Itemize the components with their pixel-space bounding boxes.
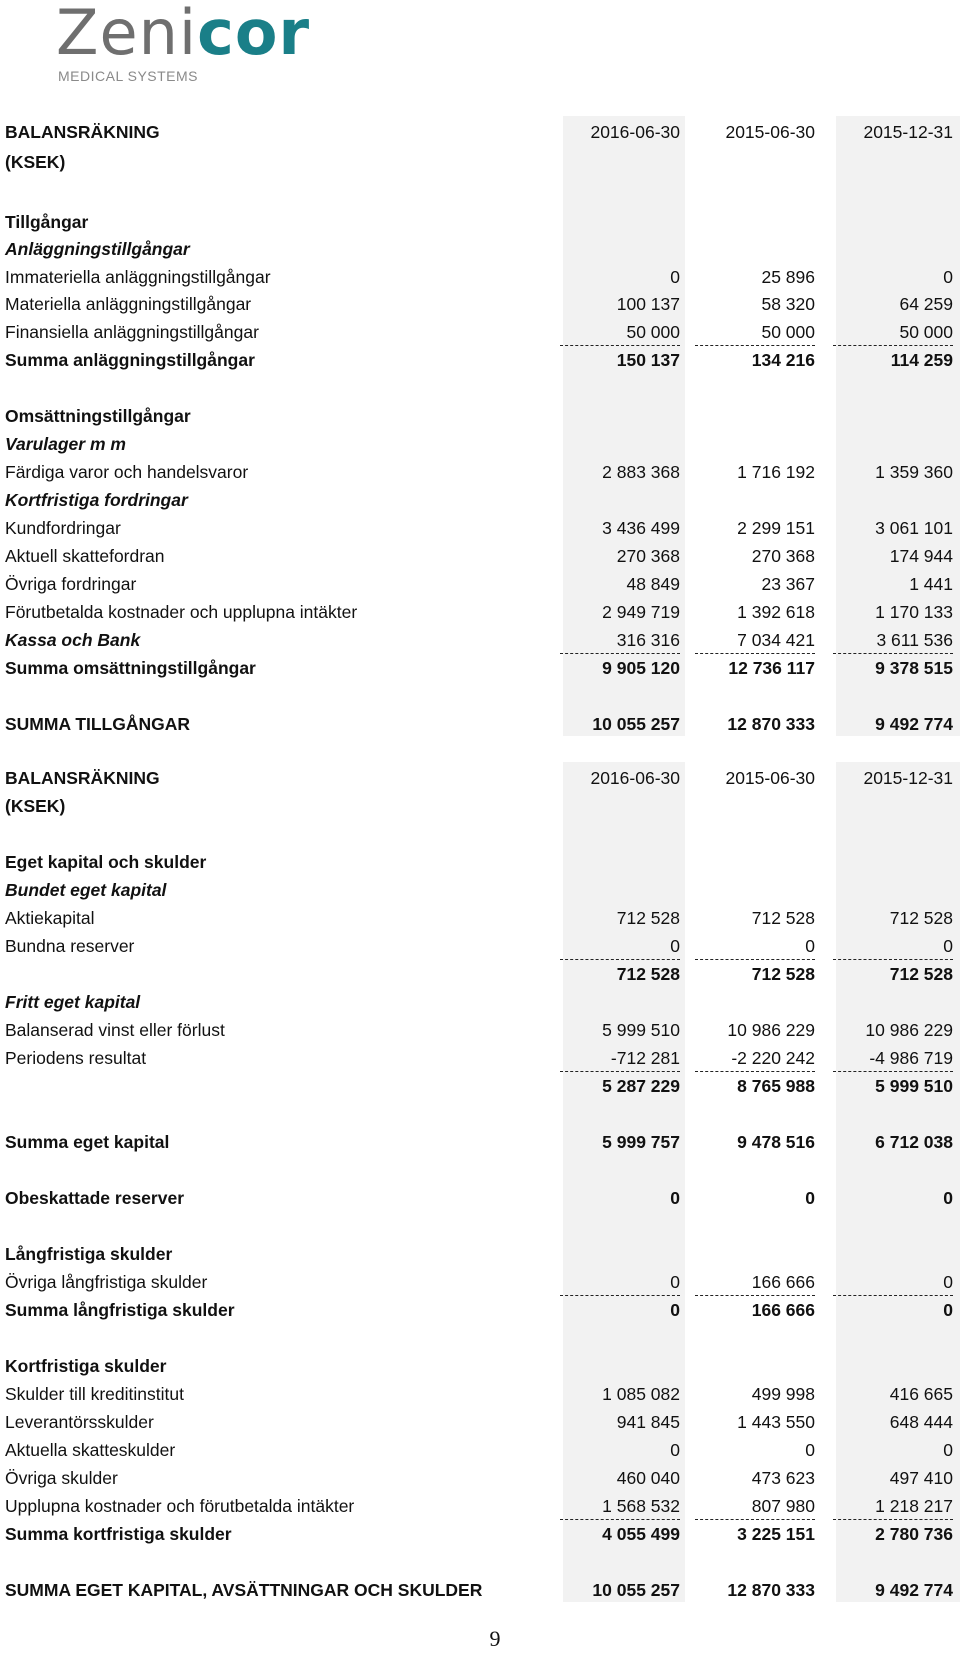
assets-col-3: 2015-12-31 xyxy=(863,122,953,142)
liabilities-row xyxy=(0,904,960,932)
liabilities-row-value: 941 845 xyxy=(616,1412,680,1432)
liabilities-row-value: -4 986 719 xyxy=(833,1046,953,1072)
liabilities-row xyxy=(0,848,960,876)
liabilities-row-value: 5 999 757 xyxy=(602,1132,680,1152)
liabilities-row-value: 166 666 xyxy=(751,1300,815,1320)
assets-row-value: 2 299 151 xyxy=(737,518,815,538)
assets-row-value: 174 944 xyxy=(889,546,953,566)
assets-row-value: 50 000 xyxy=(695,320,815,346)
liabilities-row-value: 473 623 xyxy=(751,1468,815,1488)
assets-row-value: 316 316 xyxy=(560,628,680,654)
liabilities-row-label: Fritt eget kapital xyxy=(5,992,141,1012)
liabilities-row-value: 712 528 xyxy=(616,964,680,984)
assets-row-value: 9 905 120 xyxy=(602,658,680,678)
liabilities-row-value: 6 712 038 xyxy=(875,1132,953,1152)
liabilities-row-value: 4 055 499 xyxy=(602,1524,680,1544)
liabilities-row-label: Balanserad vinst eller förlust xyxy=(5,1020,225,1040)
liabilities-row-value: 3 225 151 xyxy=(737,1524,815,1544)
liabilities-row-label: Summa långfristiga skulder xyxy=(5,1300,235,1320)
assets-title: BALANSRÄKNING xyxy=(5,122,160,142)
assets-row-label: Kassa och Bank xyxy=(5,630,141,650)
assets-row-label: Finansiella anläggningstillgångar xyxy=(5,322,259,342)
liabilities-row xyxy=(0,1016,960,1044)
liabilities-row xyxy=(0,1352,960,1380)
liabilities-row-value: 1 568 532 xyxy=(560,1494,680,1520)
liabilities-row-value: 807 980 xyxy=(695,1494,815,1520)
liabilities-row-value: 648 444 xyxy=(889,1412,953,1432)
assets-row-value: 12 736 117 xyxy=(728,658,815,678)
liabilities-row-value: 497 410 xyxy=(889,1468,953,1488)
liabilities-row xyxy=(0,876,960,904)
liabilities-row-label: Upplupna kostnader och förutbetalda intäkter xyxy=(5,1496,355,1516)
assets-header-row xyxy=(0,118,960,146)
liabilities-row-value: 10 986 229 xyxy=(727,1020,815,1040)
assets-row-value: 100 137 xyxy=(616,294,680,314)
liabilities-row-value: 5 999 510 xyxy=(602,1020,680,1040)
liabilities-row-label: SUMMA EGET KAPITAL, AVSÄTTNINGAR OCH SKULDER xyxy=(5,1580,483,1600)
liabilities-row-value: -2 220 242 xyxy=(695,1046,815,1072)
assets-row-value: 0 xyxy=(943,267,953,287)
liabilities-row xyxy=(0,1408,960,1436)
assets-row-value: 1 716 192 xyxy=(737,462,815,482)
assets-row xyxy=(0,570,960,598)
liabilities-row xyxy=(0,1268,960,1296)
liabilities-row xyxy=(0,932,960,960)
assets-row-label: Övriga fordringar xyxy=(5,574,137,594)
assets-row xyxy=(0,514,960,542)
liabilities-row-value: 712 528 xyxy=(889,964,953,984)
liabilities-row-label: Långfristiga skulder xyxy=(5,1244,173,1264)
assets-unit-row xyxy=(0,148,960,176)
liabilities-row-label: Obeskattade reserver xyxy=(5,1188,184,1208)
liabilities-row xyxy=(0,1576,960,1604)
assets-row xyxy=(0,346,960,374)
liabilities-row xyxy=(0,1240,960,1268)
liabilities-row-value: 12 870 333 xyxy=(727,1580,815,1600)
liabilities-row-value: 416 665 xyxy=(889,1384,953,1404)
assets-row-label: Summa omsättningstillgångar xyxy=(5,658,256,678)
assets-row xyxy=(0,235,960,263)
assets-row-value: 1 170 133 xyxy=(875,602,953,622)
liabilities-row-value: 0 xyxy=(670,1440,680,1460)
assets-row-label: Summa anläggningstillgångar xyxy=(5,350,255,370)
liabilities-row-value: 712 528 xyxy=(751,964,815,984)
liabilities-row-value: 0 xyxy=(560,934,680,960)
assets-row xyxy=(0,318,960,346)
liabilities-row xyxy=(0,1492,960,1520)
assets-row-value: 25 896 xyxy=(761,267,815,287)
liabilities-row-value: 0 xyxy=(805,1440,815,1460)
liabilities-row-value: 499 998 xyxy=(751,1384,815,1404)
liabilities-row-label: Periodens resultat xyxy=(5,1048,147,1068)
page-number: 9 xyxy=(489,1626,501,1651)
assets-row-value: 50 000 xyxy=(833,320,953,346)
assets-row-label: Materiella anläggningstillgångar xyxy=(5,294,252,314)
assets-row-value: 23 367 xyxy=(761,574,815,594)
liabilities-row xyxy=(0,1128,960,1156)
liabilities-row xyxy=(0,1296,960,1324)
assets-row xyxy=(0,598,960,626)
assets-row-label: SUMMA TILLGÅNGAR xyxy=(5,714,191,734)
assets-row-value: 2 949 719 xyxy=(602,602,680,622)
assets-row xyxy=(0,626,960,654)
liabilities-row-label: Kortfristiga skulder xyxy=(5,1356,167,1376)
liabilities-row xyxy=(0,1184,960,1212)
liabilities-row xyxy=(0,1464,960,1492)
assets-row-value: 1 441 xyxy=(909,574,953,594)
assets-row-value: 270 368 xyxy=(616,546,680,566)
liabilities-title: BALANSRÄKNING xyxy=(5,768,160,788)
assets-row-value: 3 436 499 xyxy=(602,518,680,538)
liabilities-col-1: 2016-06-30 xyxy=(590,768,680,788)
assets-row xyxy=(0,290,960,318)
assets-row-label: Färdiga varor och handelsvaror xyxy=(5,462,249,482)
assets-row xyxy=(0,208,960,236)
assets-row xyxy=(0,654,960,682)
assets-row-value: 134 216 xyxy=(751,350,815,370)
liabilities-row-value: 712 528 xyxy=(889,908,953,928)
assets-row-value: 150 137 xyxy=(616,350,680,370)
assets-row-value: 0 xyxy=(670,267,680,287)
assets-row xyxy=(0,263,960,291)
liabilities-row-value: 2 780 736 xyxy=(875,1524,953,1544)
liabilities-header-row xyxy=(0,764,960,792)
liabilities-row-label: Leverantörsskulder xyxy=(5,1412,154,1432)
assets-row-label: Anläggningstillgångar xyxy=(5,239,190,259)
assets-col-2: 2015-06-30 xyxy=(725,122,815,142)
assets-row-value: 50 000 xyxy=(560,320,680,346)
liabilities-row-value: 0 xyxy=(695,934,815,960)
liabilities-row-label: Övriga skulder xyxy=(5,1468,118,1488)
liabilities-row-value: 1 218 217 xyxy=(833,1494,953,1520)
liabilities-row xyxy=(0,1044,960,1072)
liabilities-row xyxy=(0,1520,960,1548)
liabilities-row-value: 0 xyxy=(560,1270,680,1296)
assets-row-label: Tillgångar xyxy=(5,212,89,232)
assets-row-value: 9 378 515 xyxy=(875,658,953,678)
liabilities-row xyxy=(0,1072,960,1100)
assets-unit: (KSEK) xyxy=(5,152,66,172)
assets-row xyxy=(0,402,960,430)
liabilities-row-label: Summa kortfristiga skulder xyxy=(5,1524,232,1544)
logo-subtitle: MEDICAL SYSTEMS xyxy=(58,68,199,84)
liabilities-row-value: 0 xyxy=(833,934,953,960)
liabilities-row-value: 8 765 988 xyxy=(737,1076,815,1096)
liabilities-row-label: Bundet eget kapital xyxy=(5,880,167,900)
liabilities-row xyxy=(0,1436,960,1464)
company-logo xyxy=(56,0,356,88)
assets-row-label: Kundfordringar xyxy=(5,518,121,538)
liabilities-row xyxy=(0,1380,960,1408)
assets-row-value: 1 392 618 xyxy=(737,602,815,622)
liabilities-row-value: 1 085 082 xyxy=(602,1384,680,1404)
liabilities-row-value: 9 478 516 xyxy=(737,1132,815,1152)
liabilities-row-value: 0 xyxy=(943,1188,953,1208)
assets-row xyxy=(0,486,960,514)
liabilities-row xyxy=(0,988,960,1016)
liabilities-row-label: Övriga långfristiga skulder xyxy=(5,1272,208,1292)
liabilities-row-value: 0 xyxy=(833,1270,953,1296)
liabilities-row-value: 460 040 xyxy=(616,1468,680,1488)
assets-row-value: 12 870 333 xyxy=(727,714,815,734)
liabilities-row-value: 5 999 510 xyxy=(875,1076,953,1096)
liabilities-col-3: 2015-12-31 xyxy=(863,768,953,788)
assets-row xyxy=(0,458,960,486)
assets-row-value: 1 359 360 xyxy=(875,462,953,482)
liabilities-row-value: 0 xyxy=(805,1188,815,1208)
liabilities-row-label: Aktiekapital xyxy=(5,908,95,928)
liabilities-unit-row xyxy=(0,792,960,820)
liabilities-row-value: 166 666 xyxy=(695,1270,815,1296)
assets-row-value: 9 492 774 xyxy=(875,714,953,734)
assets-row-value: 64 259 xyxy=(899,294,953,314)
assets-row xyxy=(0,710,960,738)
assets-row-label: Förutbetalda kostnader och upplupna intäkter xyxy=(5,602,358,622)
liabilities-row xyxy=(0,960,960,988)
liabilities-row-value: 0 xyxy=(943,1300,953,1320)
assets-row-value: 58 320 xyxy=(761,294,815,314)
liabilities-row-value: 0 xyxy=(670,1188,680,1208)
liabilities-row-value: 10 055 257 xyxy=(592,1580,680,1600)
liabilities-row-label: Summa eget kapital xyxy=(5,1132,170,1152)
assets-row-value: 3 611 536 xyxy=(833,628,953,654)
assets-row-label: Immateriella anläggningstillgångar xyxy=(5,267,271,287)
assets-row-label: Omsättningstillgångar xyxy=(5,406,191,426)
liabilities-row-value: 5 287 229 xyxy=(602,1076,680,1096)
liabilities-row-value: 0 xyxy=(670,1300,680,1320)
liabilities-unit: (KSEK) xyxy=(5,796,66,816)
liabilities-row-value: 9 492 774 xyxy=(875,1580,953,1600)
assets-row-label: Varulager m m xyxy=(5,434,126,454)
liabilities-row-value: 1 443 550 xyxy=(737,1412,815,1432)
assets-row xyxy=(0,430,960,458)
liabilities-row-label: Bundna reserver xyxy=(5,936,135,956)
liabilities-row-label: Skulder till kreditinstitut xyxy=(5,1384,184,1404)
assets-row xyxy=(0,542,960,570)
liabilities-row-value: 712 528 xyxy=(751,908,815,928)
liabilities-row-value: 712 528 xyxy=(616,908,680,928)
assets-row-value: 270 368 xyxy=(751,546,815,566)
assets-row-value: 114 259 xyxy=(890,350,953,370)
liabilities-row-label: Eget kapital och skulder xyxy=(5,852,207,872)
assets-row-label: Kortfristiga fordringar xyxy=(5,490,188,510)
assets-row-value: 7 034 421 xyxy=(695,628,815,654)
logo-text-grey: Zeni xyxy=(56,0,198,69)
liabilities-col-2: 2015-06-30 xyxy=(725,768,815,788)
assets-row-value: 3 061 101 xyxy=(875,518,953,538)
assets-col-1: 2016-06-30 xyxy=(590,122,680,142)
liabilities-row-value: 0 xyxy=(943,1440,953,1460)
liabilities-row-value: 10 986 229 xyxy=(865,1020,953,1040)
assets-row-value: 2 883 368 xyxy=(602,462,680,482)
logo-text-teal: cor xyxy=(197,0,311,69)
logo-wordmark xyxy=(56,0,310,68)
liabilities-row-value: -712 281 xyxy=(560,1046,680,1072)
assets-row-value: 48 849 xyxy=(626,574,680,594)
liabilities-row-label: Aktuella skatteskulder xyxy=(5,1440,176,1460)
assets-row-value: 10 055 257 xyxy=(592,714,680,734)
assets-row-label: Aktuell skattefordran xyxy=(5,546,165,566)
